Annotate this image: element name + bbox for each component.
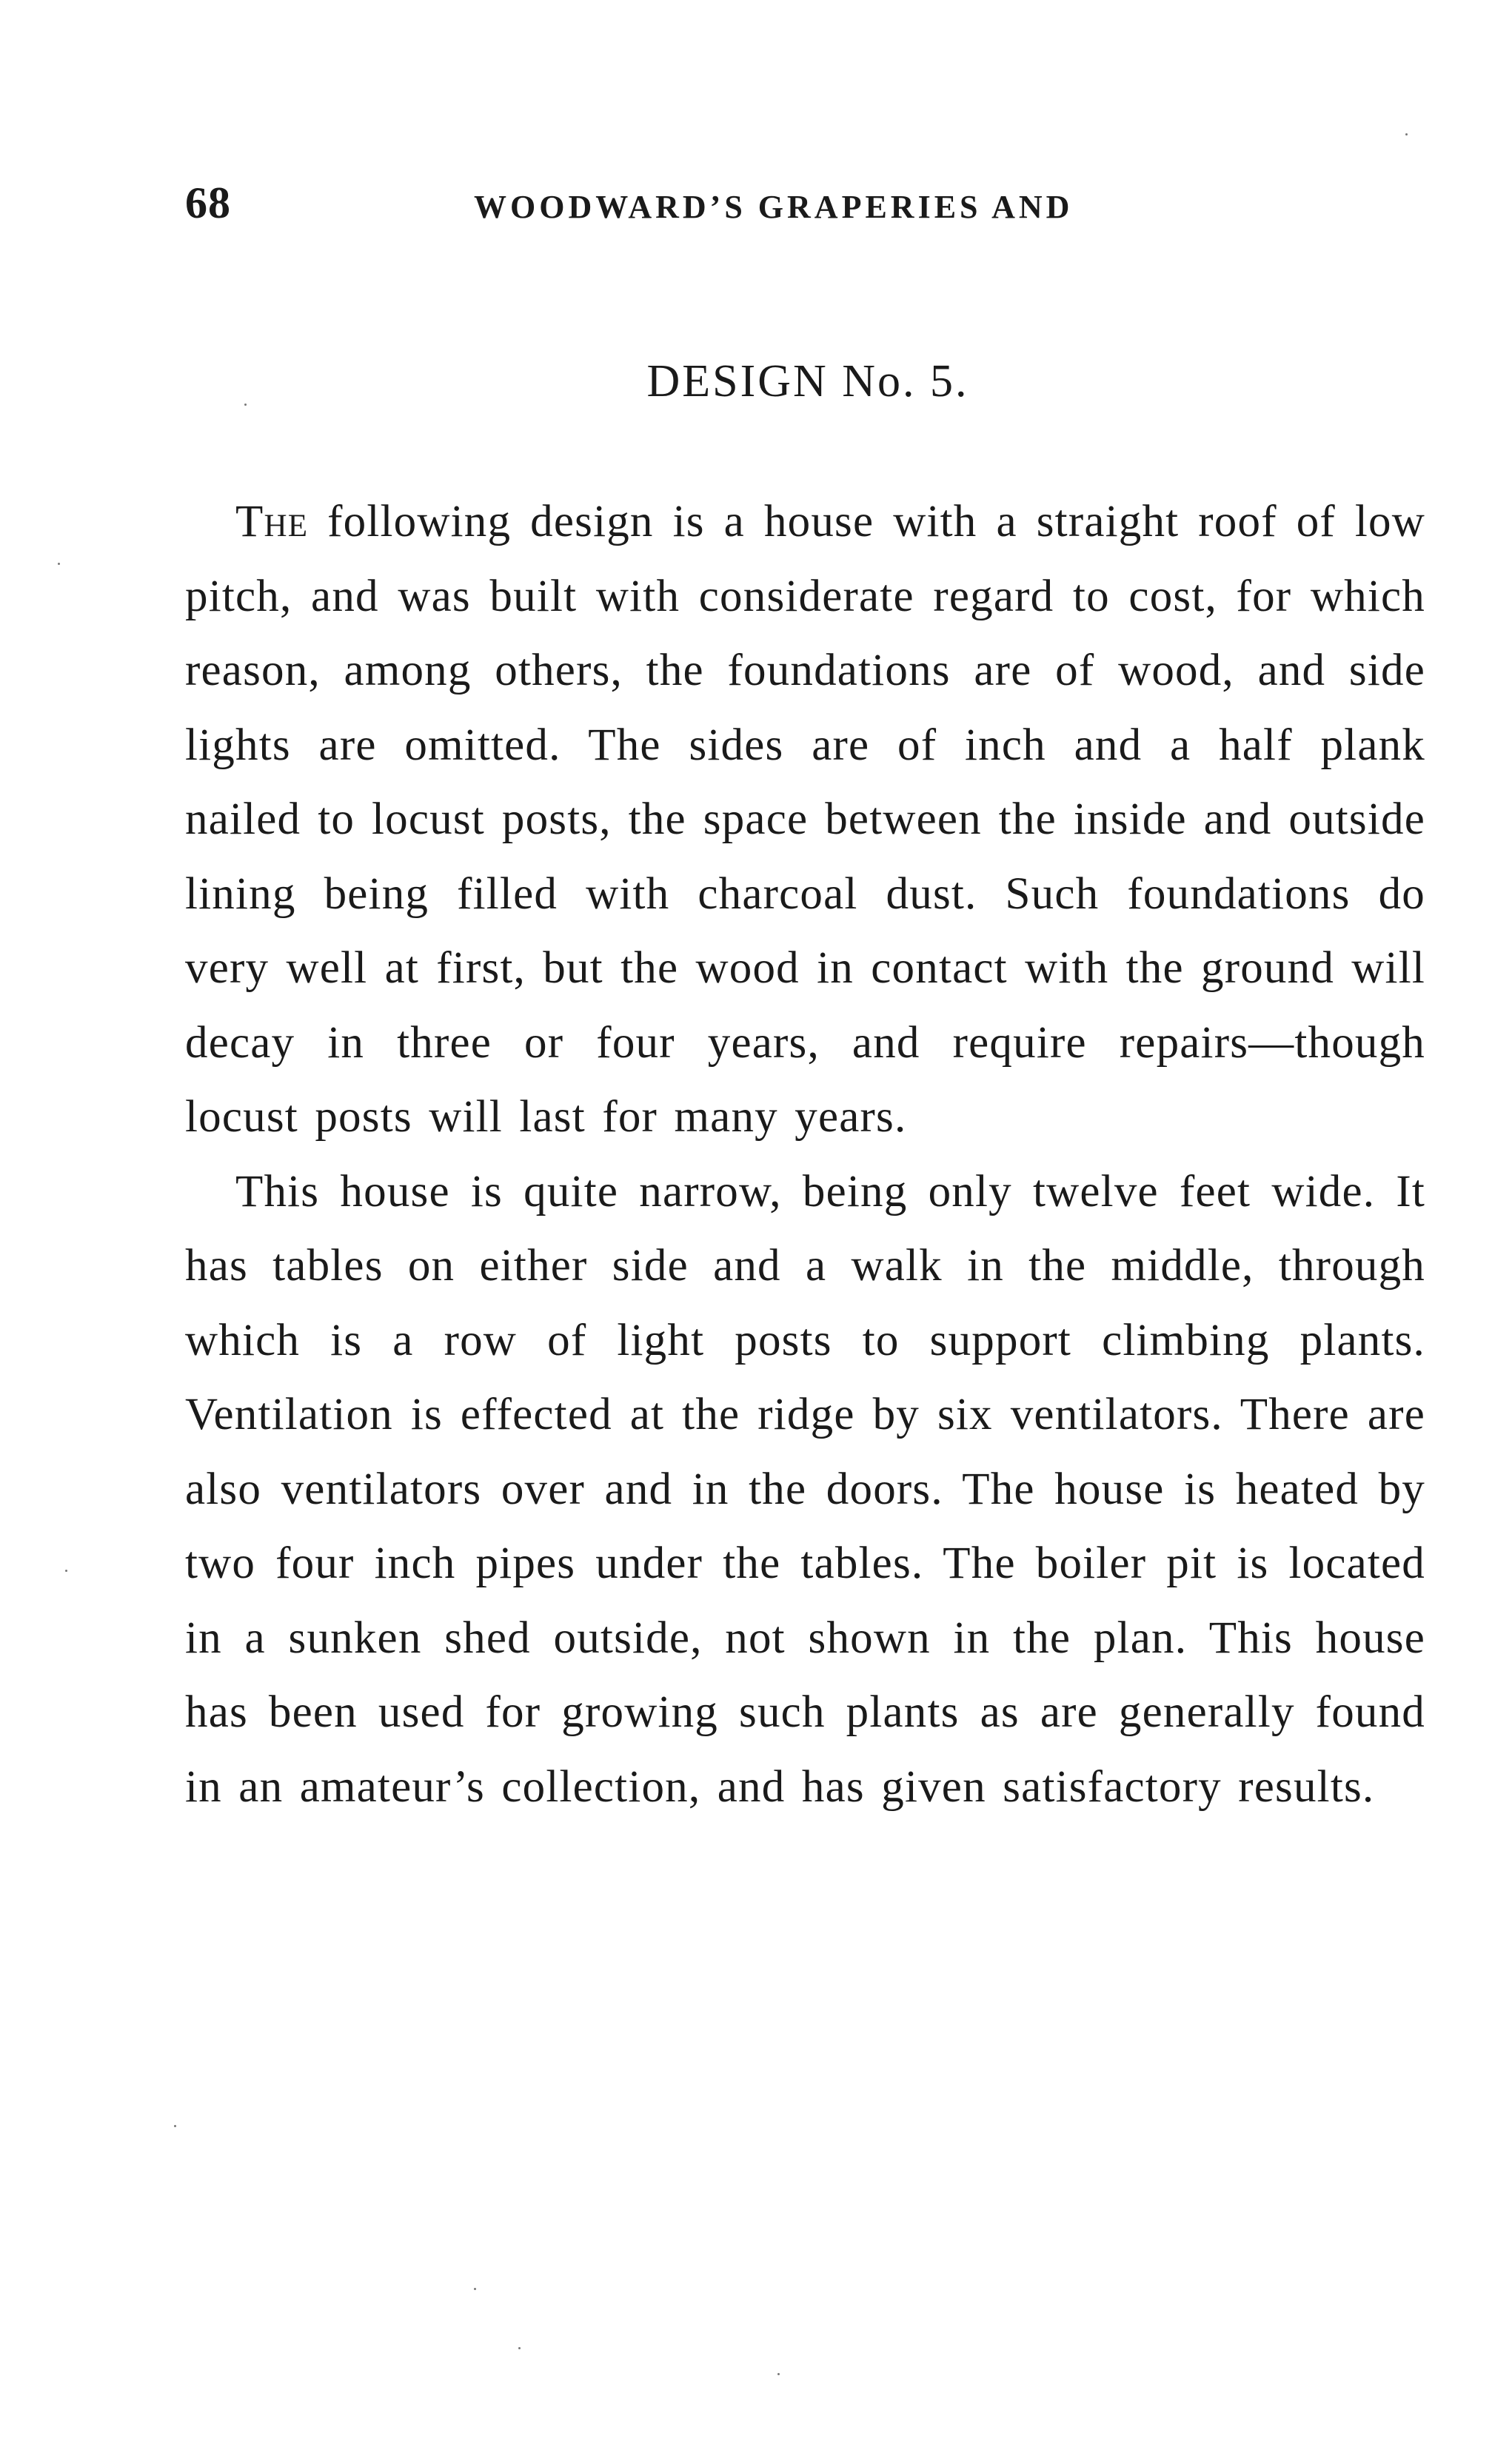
paragraph-1 bbox=[185, 485, 1425, 1155]
section-title: DESIGN No. 5. bbox=[646, 356, 969, 406]
scan-speck bbox=[65, 1570, 67, 1572]
paragraph-1-text: following design is a house with a straight roof of low pitch, and was built with considerate regard to cost, for which reason, among others, the foundations are of wood, and side lights are omitted. The sides are of inch and a half plank nailed to locust posts, the space between the inside and outside lining being filled with charcoal dust. Such foundations do very well at first, but the wood in contact with the ground will decay in three or four years, and require repairs—though locust posts will last for many years. bbox=[185, 497, 1425, 1142]
paragraph-2-text: This house is quite narrow, being only twelve feet wide. It has tables on either side and a walk in the middle, through which is a row of light posts to support climbing plants. Ventilation is effected at the ridge by six ventilators. There are also ventilators over and in the doors. The house is heated by two four inch pipes under the tables. The boiler pit is located in a sunken shed outside, not shown in the plan. This house has been used for growing such plants as are generally found in an amateur’s collection, and has given satisfactory results. bbox=[185, 1166, 1425, 1812]
paragraph-lead: The bbox=[235, 497, 309, 546]
scan-speck bbox=[777, 2373, 780, 2375]
scan-speck bbox=[174, 2125, 176, 2127]
running-title: WOODWARD’S GRAPERIES AND bbox=[474, 189, 1074, 225]
scan-speck bbox=[474, 2288, 476, 2290]
body-text bbox=[185, 485, 1425, 1824]
page-number: 68 bbox=[185, 178, 231, 227]
scan-speck bbox=[1405, 133, 1408, 135]
running-head bbox=[185, 178, 1222, 244]
scan-speck bbox=[244, 404, 247, 406]
scan-speck bbox=[518, 2347, 521, 2349]
paragraph-2 bbox=[185, 1155, 1425, 1825]
scan-speck bbox=[58, 563, 60, 565]
